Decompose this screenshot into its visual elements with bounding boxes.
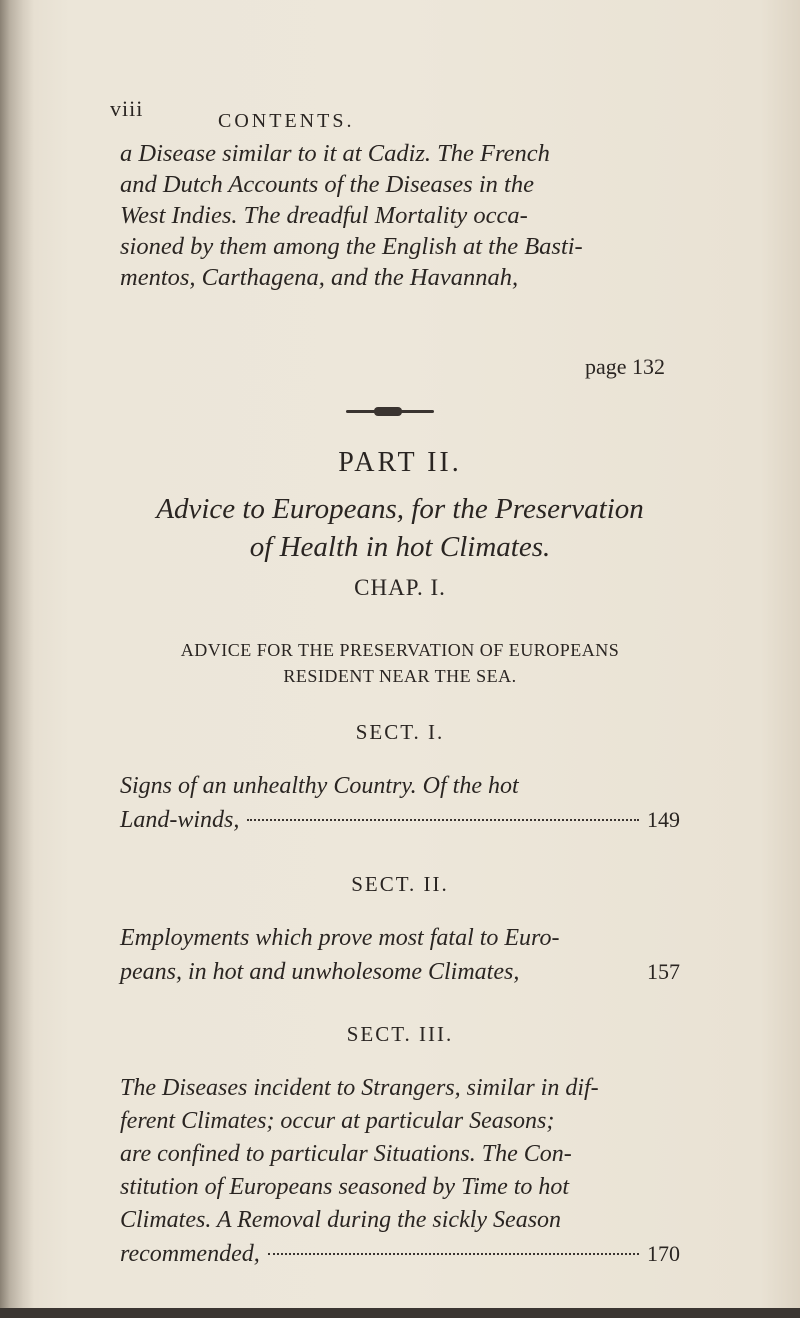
page-bottom-edge (0, 1308, 800, 1318)
entry-page-number: 157 (647, 959, 680, 984)
ornamental-rule (346, 410, 434, 413)
entry-last-row (120, 803, 680, 837)
continued-line: West Indies. The dreadful Mortality occa- (120, 202, 528, 229)
continued-line: a Disease similar to it at Cadiz. The French (120, 140, 550, 167)
chapter-title-line: RESIDENT NEAR THE SEA. (283, 666, 517, 686)
entry-page-number: 170 (647, 1241, 680, 1266)
running-head: CONTENTS. (218, 110, 355, 132)
section-heading: SECT. I. (355, 720, 445, 744)
section-heading: SECT. III. (346, 1022, 454, 1046)
entry-line: Climates. A Removal during the sickly Season (120, 1207, 562, 1233)
chapter-heading: CHAP. I. (354, 575, 446, 600)
entry-line: are confined to particular Situations. The Con- (120, 1141, 572, 1167)
part-title-line: Advice to Europeans, for the Preservation (156, 493, 644, 525)
entry-line: Land-winds, (120, 807, 240, 833)
continued-line: sioned by them among the English at the Basti- (120, 233, 583, 260)
section-entry (120, 1072, 680, 1271)
entry-line: Signs of an unhealthy Country. Of the hot (120, 773, 519, 799)
entry-line: ferent Climates; occur at particular Seasons; (120, 1108, 555, 1134)
continued-line: and Dutch Accounts of the Diseases in the (120, 171, 534, 198)
section-entry (120, 922, 680, 989)
entry-page-number: 149 (647, 807, 680, 832)
continued-page-ref: page 132 (585, 354, 666, 379)
section-heading: SECT. II. (351, 872, 449, 896)
part-title-line: of Health in hot Climates. (249, 531, 551, 563)
spacer (527, 971, 639, 973)
chapter-title-line: ADVICE FOR THE PRESERVATION OF EUROPEANS (180, 640, 620, 660)
entry-line: stitution of Europeans seasoned by Time to hot (120, 1174, 570, 1200)
dot-leader (247, 819, 639, 821)
entry-last-row (120, 955, 680, 989)
continued-line: mentos, Carthagena, and the Havannah, (120, 264, 519, 291)
dot-leader (268, 1253, 639, 1255)
part-title (0, 490, 800, 566)
page-number: viii (110, 96, 144, 121)
entry-line: The Diseases incident to Strangers, similar in dif- (120, 1075, 599, 1101)
continued-entry (120, 138, 680, 293)
part-heading: PART II. (338, 447, 462, 478)
section-entry (120, 770, 680, 837)
chapter-title (0, 637, 800, 689)
entry-line: peans, in hot and unwholesome Climates, (120, 959, 520, 985)
entry-line: Employments which prove most fatal to Euro- (120, 925, 560, 951)
entry-last-row (120, 1237, 680, 1271)
entry-line: recommended, (120, 1241, 260, 1267)
